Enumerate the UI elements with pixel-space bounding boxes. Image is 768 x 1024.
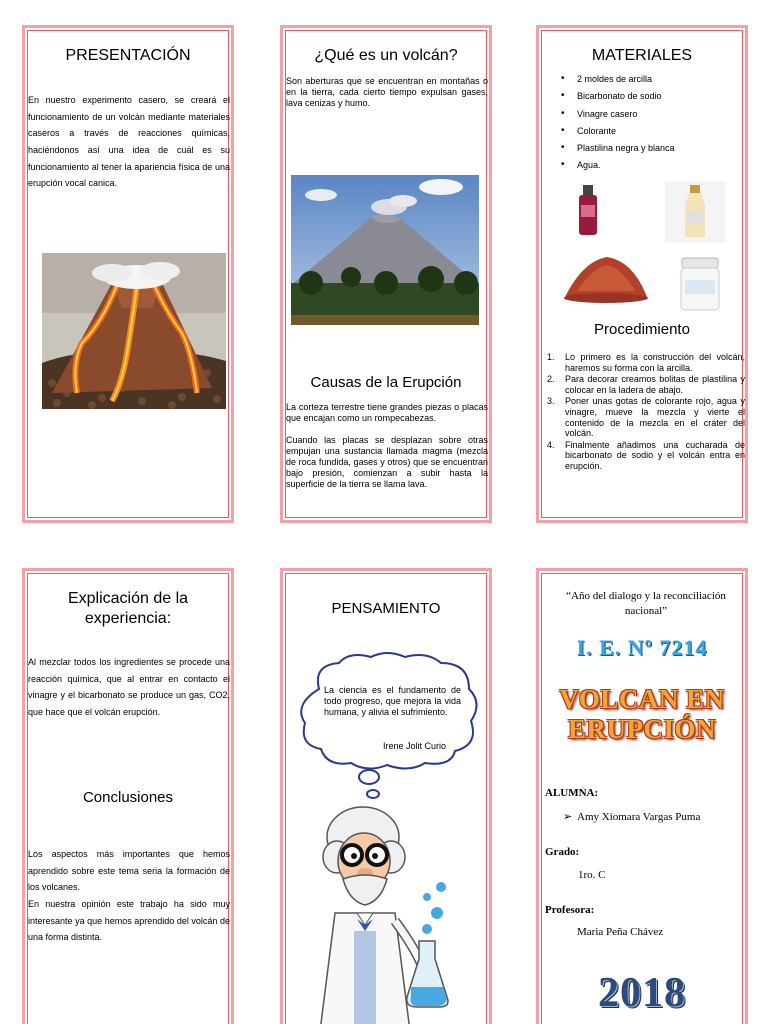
profesora-name: Maria Peña Chávez xyxy=(577,926,664,938)
pensamiento-title: PENSAMIENTO xyxy=(331,600,441,617)
vinegar-bottle-image xyxy=(665,181,725,243)
list-item: • Agua. xyxy=(561,160,741,177)
causas-text-1: La corteza terrestre tiene grandes piezas o placas que encajan como un rompecabezas. xyxy=(286,402,488,423)
materials-list xyxy=(561,74,741,178)
baking-soda-jar-image xyxy=(679,256,721,312)
thought-bubble-icon xyxy=(291,649,487,799)
step-text: Poner unas gotas de colorante rojo, agua y vinagre, mueve la mezcla y vierte el contenido de la mezcla en el cráter del volcán. xyxy=(565,396,745,439)
step-number: 1. xyxy=(547,352,555,362)
presentacion-title: PRESENTACIÓN xyxy=(65,47,191,64)
list-item xyxy=(547,352,745,373)
list-item xyxy=(547,374,745,395)
materiales-title: MATERIALES xyxy=(591,47,693,64)
school-name: I. E. Nº 7214 xyxy=(576,635,708,660)
presentacion-text: En nuestro experimento casero, se creará el funcionamiento de un volcán mediante materiales caseros a través de reacciones químicas, haciéndonos así una idea de cuál es su funcionamiento al tener la apariencia física de una erupción vocal canica. xyxy=(28,95,230,189)
quote-author: Irene Jolit Curio xyxy=(383,741,447,751)
step-number: 4. xyxy=(547,439,555,450)
panel-explicacion xyxy=(22,568,234,1024)
panel-presentacion xyxy=(22,25,234,523)
panel-portada xyxy=(536,568,748,1024)
procedure-list xyxy=(547,352,745,473)
list-item: • Vinagre casero xyxy=(561,109,741,126)
procedimiento-title: Procedimiento xyxy=(594,321,690,338)
conclusiones-text-1: Los aspectos más importantes que hemos aprendido sobre este tema seria la formación de los volcanes. xyxy=(28,849,230,893)
alumna-label: ALUMNA: xyxy=(545,787,599,799)
panel-pensamiento xyxy=(280,568,492,1024)
arrow-bullet-icon: ➢ xyxy=(563,811,573,823)
title-line-1: VOLCAN EN xyxy=(559,684,725,714)
step-text: Para decorar creamos bolitas de plastilina y colocar en la ladera de abajo. xyxy=(565,374,745,395)
scientist-illustration xyxy=(307,801,477,1024)
step-number: 3. xyxy=(547,396,555,407)
title-line-2: ERUPCIÓN xyxy=(567,714,716,744)
step-text: Finalmente añadimos una cucharada de bicarbonato de sodio y el volcán entra en erupción. xyxy=(565,439,745,472)
grado-label: Grado: xyxy=(545,846,580,858)
list-item xyxy=(547,440,745,472)
list-item: • Plastilina negra y blanca xyxy=(561,143,741,160)
causas-text-2: Cuando las placas se desplazan sobre otras empujan una sustancia llamada magma (mezcla de roca fundida, gases y otros) que se encuentran bajo presión, comienzan a subir hasta la superficie de la tierra se llama lava. xyxy=(286,435,488,489)
volcano-landscape-photo xyxy=(291,175,479,325)
step-text: Lo primero es la construcción del volcán, haremos su forma con la arcilla. xyxy=(565,352,745,373)
motto: “Año del dialogo y la reconciliación nacional” xyxy=(566,590,726,617)
alumna-name: Amy Xiomara Vargas Puma xyxy=(577,811,701,823)
causas-title: Causas de la Erupción xyxy=(310,374,462,391)
list-item xyxy=(547,396,745,438)
explicacion-title: Explicación de la experiencia: xyxy=(67,590,189,627)
explicacion-text: Al mezclar todos los ingredientes se procede una reacción química, que al entrar en contacto el vinagre y el bicarbonato se produce un gas, CO2, que hace que el volcán erupción. xyxy=(28,657,230,717)
conclusiones-text-2: En nuestra opinión este trabajo ha sido muy interesante ya que hemos aprendido del volcán de una forma distinta. xyxy=(28,899,230,943)
step-number: 2. xyxy=(547,374,555,385)
grado-value: 1ro. C xyxy=(578,869,606,881)
panel-materiales xyxy=(536,25,748,523)
list-item: • Bicarbonato de sodio xyxy=(561,91,741,108)
list-item: • Colorante xyxy=(561,126,741,143)
profesora-label: Profesora: xyxy=(545,904,595,916)
list-item: • 2 moldes de arcilla xyxy=(561,74,741,91)
year: 2018 xyxy=(598,970,686,1016)
volcano-model-photo xyxy=(42,253,226,409)
quote-text: La ciencia es el fundamento de todo progreso, que mejora la vida humana, y alivia el sufrimiento. xyxy=(324,685,461,717)
que-es-text: Son aberturas que se encuentran en montañas o en la tierra, cada cierto tiempo expulsan gases, lava cenizas y humo. xyxy=(286,76,488,108)
dye-bottle-image xyxy=(575,185,601,237)
clay-powder-image xyxy=(563,251,649,303)
que-es-title: ¿Qué es un volcán? xyxy=(314,47,458,64)
conclusiones-title: Conclusiones xyxy=(82,789,174,806)
panel-que-es-volcan xyxy=(280,25,492,523)
